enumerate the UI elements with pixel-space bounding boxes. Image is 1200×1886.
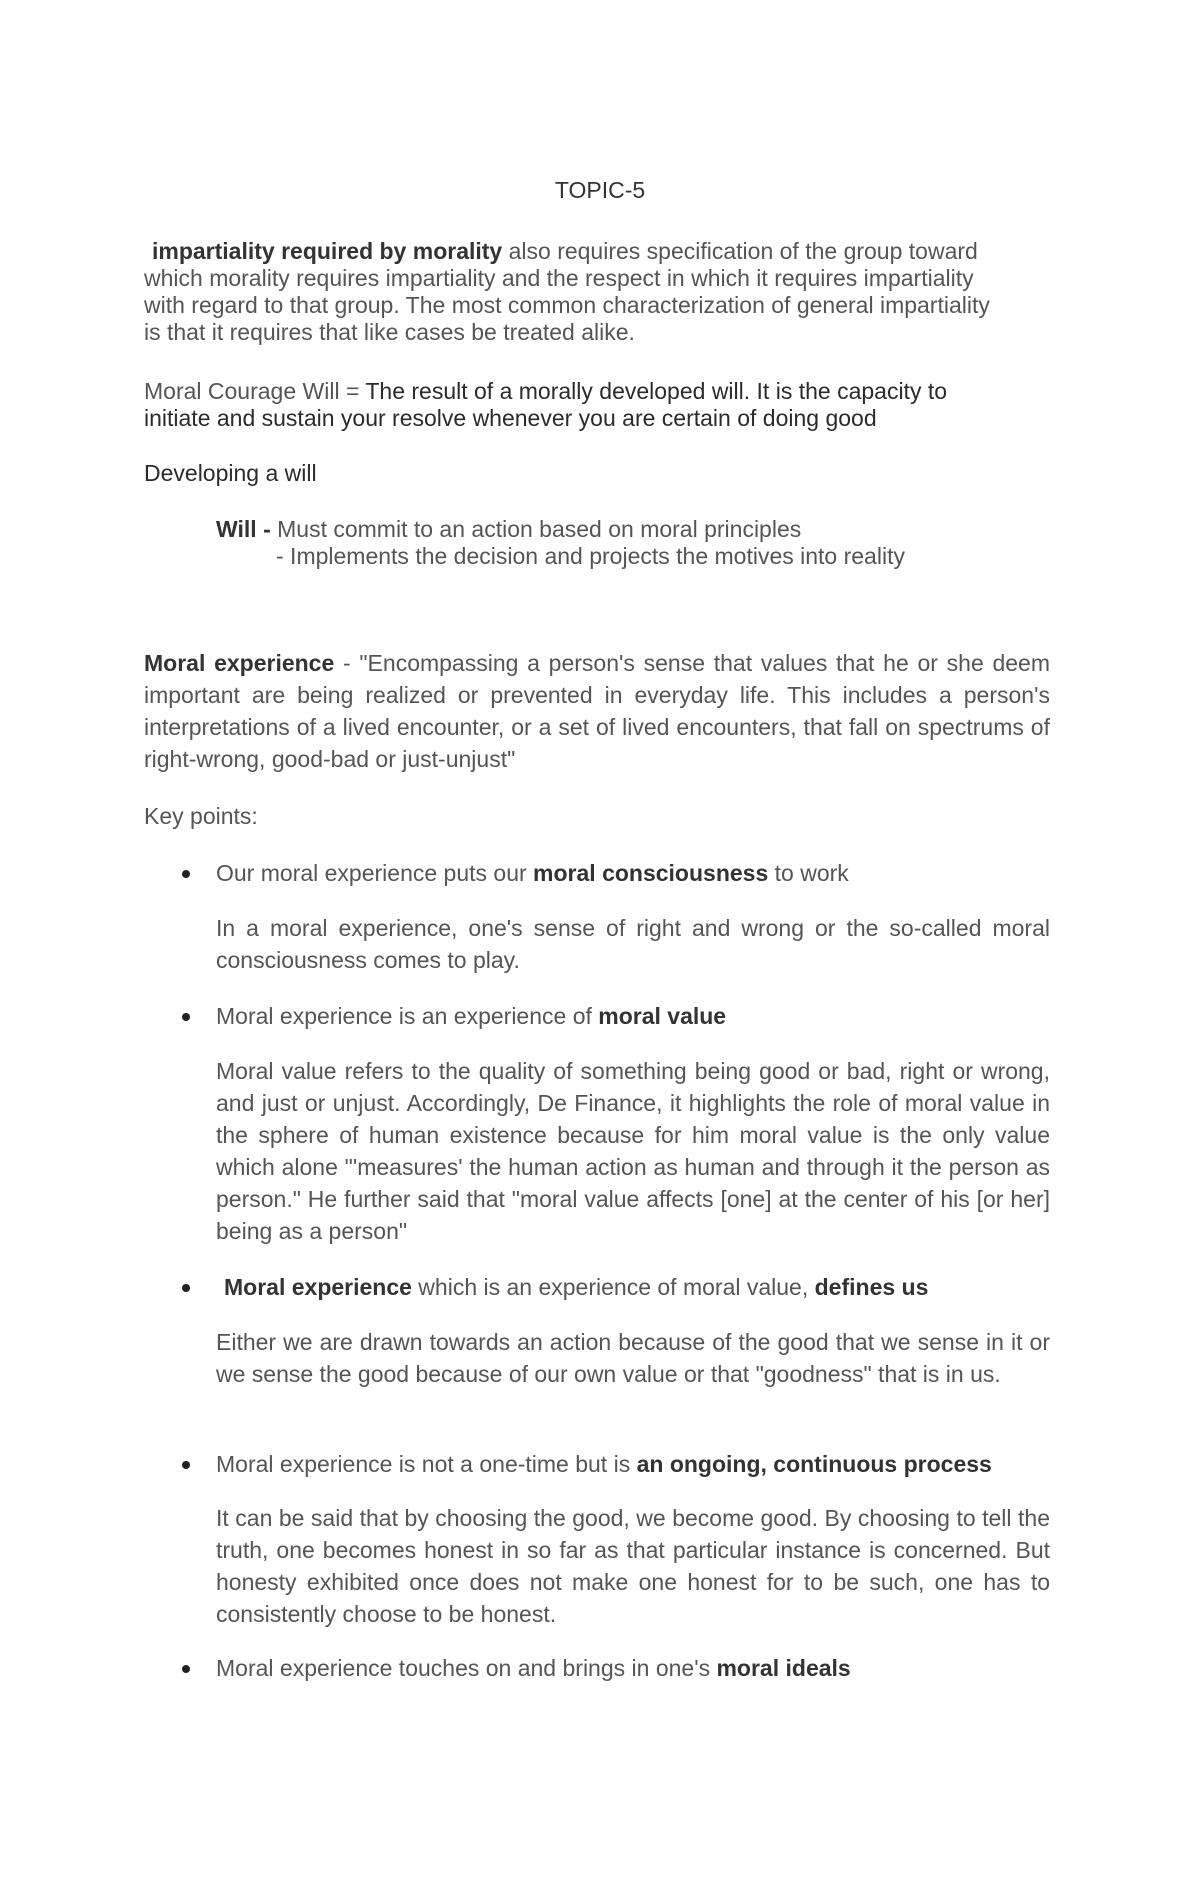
impartiality-line-2: which morality requires impartiality and the respect in which it requires impartiality bbox=[144, 265, 974, 291]
page-title: TOPIC-5 bbox=[554, 177, 646, 203]
moral-experience-label: Moral experience bbox=[144, 650, 335, 676]
impartiality-line-4: is that it requires that like cases be treated alike. bbox=[144, 319, 635, 345]
impartiality-lead: impartiality required by morality bbox=[152, 238, 503, 264]
moral-courage-line-2: initiate and sustain your resolve whenever you are certain of doing good bbox=[144, 405, 877, 431]
moral-experience-text: - "Encompassing a person's sense that values that he or she deem important are being realized or prevented in everyday life. This includes a person's interpretations of a lived encounter, or a set of lived encounters, that fall on spectrums of right-wrong, good-bad or just-unjust" bbox=[144, 650, 1050, 772]
impartiality-line-3: with regard to that group. The most common characterization of general impartiality bbox=[144, 292, 990, 318]
key-point-1-bold: moral consciousness bbox=[533, 860, 769, 886]
will-line-1: Must commit to an action based on moral principles bbox=[277, 516, 802, 542]
key-point-3-bold: Moral experience bbox=[224, 1274, 412, 1300]
key-point-3-post: which is an experience of moral value, bbox=[411, 1274, 815, 1300]
key-points-label: Key points: bbox=[144, 803, 258, 829]
moral-courage-paragraph bbox=[144, 378, 1054, 432]
key-point-3-bold2: defines us bbox=[814, 1274, 929, 1300]
bullet-icon bbox=[182, 1013, 190, 1021]
key-point-1-detail: In a moral experience, one's sense of right and wrong or the so-called moral consciousness comes to play. bbox=[216, 915, 1050, 973]
key-point-5-pre: Moral experience touches on and brings in one's bbox=[216, 1655, 717, 1681]
key-point-5-bold: moral ideals bbox=[716, 1655, 851, 1681]
developing-will-heading: Developing a will bbox=[144, 460, 317, 486]
will-label: Will - bbox=[216, 516, 278, 542]
will-definition bbox=[216, 516, 1056, 570]
key-point-4-detail: It can be said that by choosing the good, we become good. By choosing to tell the truth, one becomes honest in so far as that particular instance is concerned. But honesty exhibited once does not make one honest for to be such, one has to consistently choose to be honest. bbox=[216, 1505, 1050, 1627]
key-point-2-bold: moral value bbox=[598, 1003, 727, 1029]
bullet-icon bbox=[182, 1665, 190, 1673]
key-point-2-detail: Moral value refers to the quality of something being good or bad, right or wrong, and just or unjust. Accordingly, De Finance, it highlights the role of moral value in the sphere of human existence because for him moral value is the only value which alone "'measures' the human action as human and through it the person as person." He further said that "moral value affects [one] at the center of his [or her] being as a person" bbox=[216, 1058, 1050, 1244]
key-point-1-post: to work bbox=[768, 860, 849, 886]
key-point-2-pre: Moral experience is an experience of bbox=[216, 1003, 599, 1029]
key-point-4-pre: Moral experience is not a one-time but is bbox=[216, 1451, 637, 1477]
bullet-icon bbox=[182, 1461, 190, 1469]
moral-experience-definition bbox=[144, 647, 1050, 775]
bullet-icon bbox=[182, 1284, 190, 1292]
impartiality-rest: also requires specification of the group toward bbox=[502, 238, 978, 264]
key-point-4-bold: an ongoing, continuous process bbox=[636, 1451, 992, 1477]
key-point-3-detail: Either we are drawn towards an action because of the good that we sense in it or we sense the good because of our own value or that "goodness" that is in us. bbox=[216, 1329, 1050, 1387]
moral-courage-line-1: The result of a morally developed will. It is the capacity to bbox=[365, 378, 948, 404]
key-point-1-pre: Our moral experience puts our bbox=[216, 860, 534, 886]
moral-courage-label: Moral Courage Will = bbox=[144, 378, 366, 404]
will-line-2: - Implements the decision and projects the motives into reality bbox=[276, 543, 905, 569]
impartiality-paragraph bbox=[144, 238, 1054, 346]
bullet-icon bbox=[182, 870, 190, 878]
